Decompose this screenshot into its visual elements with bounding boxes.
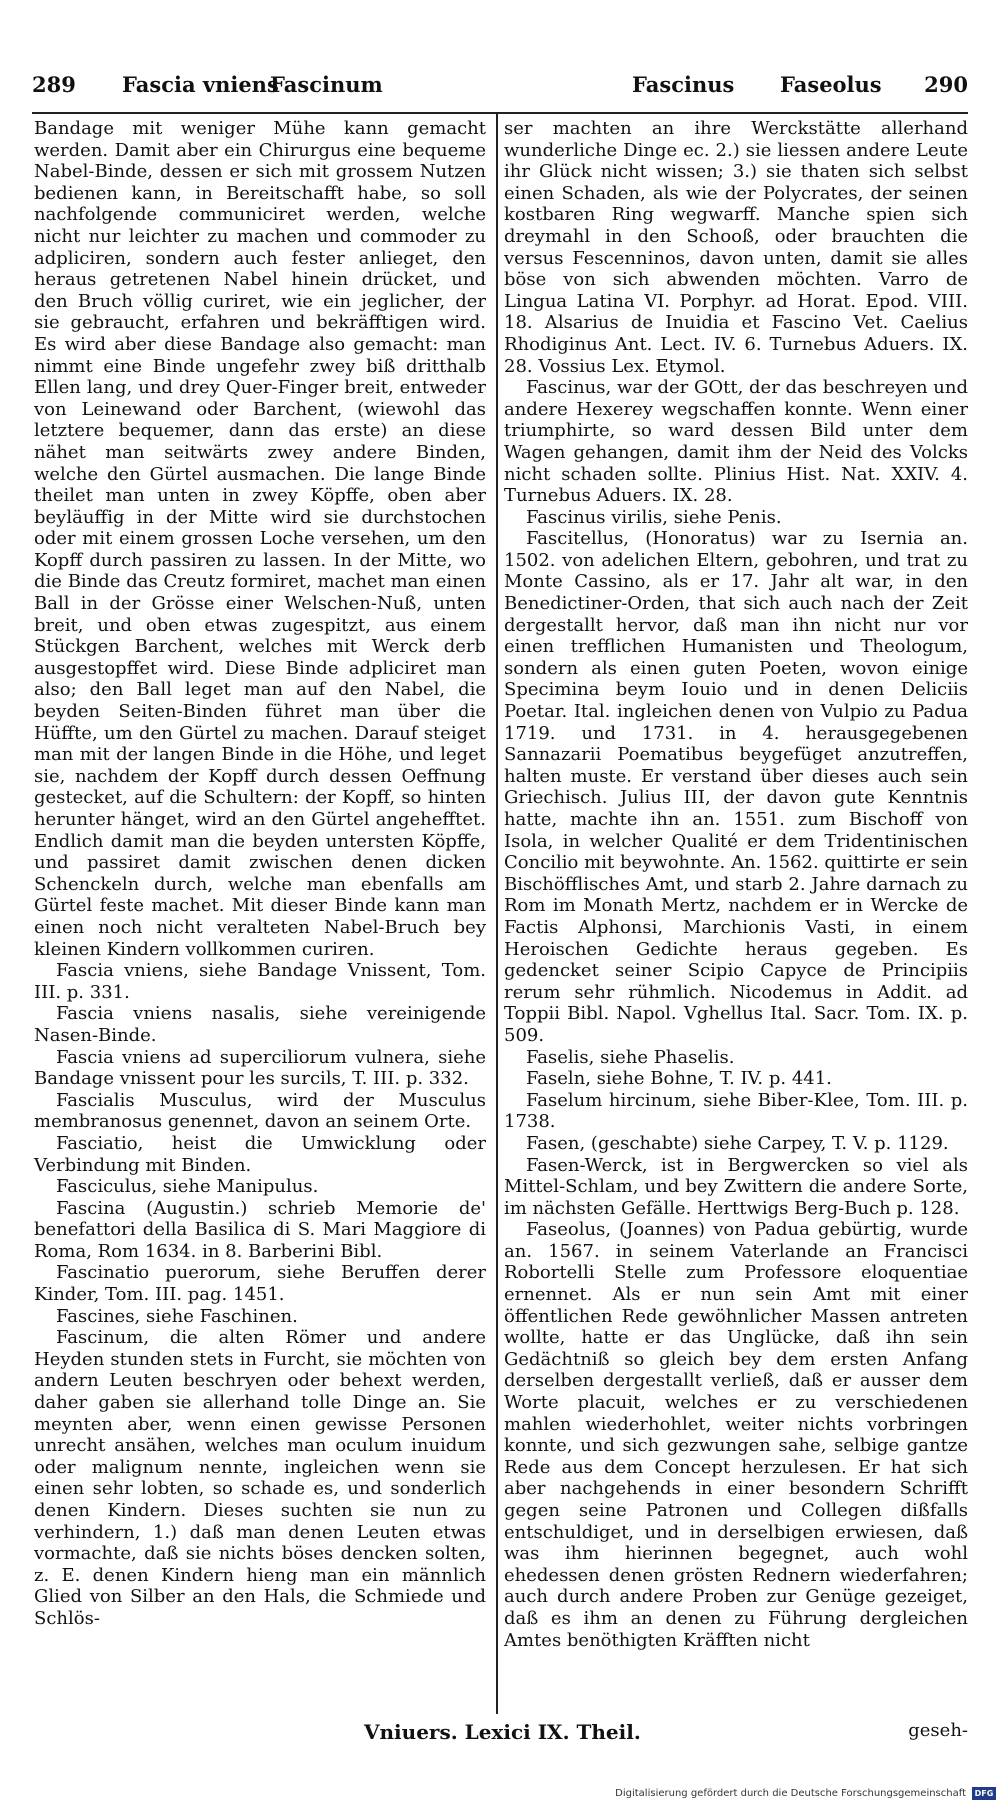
lexicon-entry: Fascia vniens nasalis, siehe vereinigende Nasen-Binde.: [34, 1003, 486, 1046]
lexicon-entry: Fascines, siehe Faschinen.: [56, 1305, 298, 1327]
text-paragraph: Bandage mit weniger Mühe kann gemacht werden. Damit aber ein Chirurgus eine bequeme Nabel-Binde, dessen er sich mit grossem Nutzen bedienen kann, in Bereitschafft habe, so soll nachfolgende communiciret werden, welche nicht nur leichter zu machen und commoder zu adpliciren, sondern auch fester anlieget, den heraus getretenen Nabel hinein drücket, und den Bruch völlig curiret, wie ein jeglicher, der sie gebraucht, erfahren und bekräfftigen wird. Es wird aber diese Bandage also gemacht: man nimmt eine Binde ungefehr zwey biß dritthalb Ellen lang, und drey Quer-Finger breit, entweder von Leinewand oder Barchent, (wiewohl das letztere bequemer, dann das erste) an diese nähet man seitwärts zwey andere Binden, welche den Gürtel ausmachen. Die lange Binde theilet man unten in zwey Köpffe, oben aber beyläuffig in der Mitte wird sie durchstochen oder mit einem grossen Loche versehen, um den Kopff durch passiren zu lassen. In der Mitte, wo die Binde das Creutz formiret, machet man einen Ball in der Grösse einer Welschen-Nuß, unten breit, und oben etwas zugespitzt, aus einem Stückgen Barchent, welches mit Werck derb ausgestopffet wird. Diese Binde adpliciret man also; den Ball leget man auf den Nabel, die beyden Seiten-Binden führet man über die Hüffte, um den Gürtel zu machen. Darauf steiget man mit der langen Binde in die Höhe, und leget sie, nachdem der Kopff durch dessen Oeffnung gestecket, auf die Schultern: der Kopff, so hinten herunter hänget, wird an den Gürtel angehefftet. Endlich damit man die beyden untersten Köpffe, und passiret damit zwischen denen dicken Schenckeln durch, welche man ebenfalls am Gürtel feste machet. Mit dieser Binde kann man einen noch nicht veralteten Nabel-Bruch bey kleinen Kindern vollkommen curiren.: [34, 118, 486, 960]
lexicon-entry: Fascinus, war der GOtt, der das beschreyen und andere Hexerey wegschaffen konnte. Wenn einer triumphirte, so ward dessen Bild unter dem Wagen gehangen, damit ihm der Neid des Volcks nicht schaden sollte. Plinius Hist. Nat. XXIV. 4. Turnebus Aduers. IX. 28.: [504, 377, 968, 507]
right-column: [504, 118, 968, 1651]
lexicon-entry: Faseln, siehe Bohne, T. IV. p. 441.: [526, 1068, 832, 1090]
catchword: geseh-: [908, 1720, 968, 1741]
lexicon-entry: Faseolus, (Joannes) von Padua gebürtig, wurde an. 1567. in seinem Vaterlande an Francisci Robortelli Stelle zum Professore eloquentiae ernennet. Als er nun sein Amt mit einer öffentlichen Rede gewöhnlicher Massen antreten wollte, hatte er das Unglücke, daß ihn sein Gedächtniß so gleich bey dem ersten Anfang derselben dergestallt verließ, daß er ausser dem Worte placuit, welches er zu verschiedenen mahlen wiederhohlet, weiter nichts vorbringen konnte, und sich gezwungen sahe, selbige gantze Rede aus dem Concept herzulesen. Er hat sich aber nachgehends in einer besondern Schrifft gegen seine Patronen und Collegen dißfalls entschuldiget, und in derselbigen erwiesen, daß was ihm hierinnen begegnet, auch wohl ehedessen denen grösten Rednern wiederfahren; auch durch andere Proben zur Genüge gezeiget, daß es ihm an denen zu Führung dergleichen Amtes benöthigten Kräfften nicht: [504, 1219, 968, 1651]
lexicon-entry: Fascinatio puerorum, siehe Beruffen derer Kinder, Tom. III. pag. 1451.: [34, 1262, 486, 1306]
header-word-left-2: Fascinum: [270, 72, 383, 97]
lexicon-entry: Fascinum, die alten Römer und andere Heyden stunden stets in Furcht, sie möchten von andern Leuten beschryen oder behext werden, daher gaben sie allerhand tolle Dinge an. Sie meynten aber, wenn einen gewisse Personen unrecht ansähen, welches man oculum inuidum oder malignum nennte, ingleichen wenn sie einen sehr lobten, so schade es, und sonderlich denen Kindern. Dieses suchten sie nun zu verhindern, 1.) daß man denen Leuten etwas vormachte, daß sie nichts böses dencken solten, z. E. denen Kindern hieng man ein männlich Glied von Silber an den Hals, die Schmiede und Schlös-: [34, 1327, 486, 1629]
text-paragraph: ser machten an ihre Werckstätte allerhand wunderliche Dinge ec. 2.) sie liessen andere Leute ihr Glück nicht wissen; 3.) sie thaten sich selbst einen Schaden, als wie der Polycrates, der seinen kostbaren Ring wegwarff. Manche spien sich dreymahl in den Schooß, oder brauchten die versus Fescenninos, davon unten, damit sie alles böse von sich abwenden möchten. Varro de Lingua Latina VI. Porphyr. ad Horat. Epod. VIII. 18. Alsarius de Inuidia et Fascino Vet. Caelius Rhodiginus Ant. Lect. IV. 6. Turnebus Aduers. IX. 28. Vossius Lex. Etymol.: [504, 118, 968, 377]
page-footer: [34, 1720, 968, 1750]
header-word-left-1: Fascia vniens: [122, 72, 279, 97]
left-column: [34, 118, 486, 1630]
lexicon-entry: Fascitellus, (Honoratus) war zu Isernia an. 1502. von adelichen Eltern, gebohren, und trat zu Monte Cassino, als er 17. Jahr alt war, in den Benedictiner-Orden, that sich auch nach der Zeit dergestallt hervor, daß man ihn nicht nur vor einen trefflichen Humanisten und Theologum, sondern als einen guten Poeten, wovon einige Specimina beym Iouio und in denen Deliciis Poetar. Ital. ingleichen denen von Vulpio zu Padua 1719. und 1731. in 4. herausgegebenen Sannazarii Poematibus beygefüget anzutreffen, halten muste. Er verstand über dieses auch sein Griechisch. Julius III, der davon gute Kenntnis hatte, machte ihn an. 1551. zum Bischoff von Isola, in welcher Qualité er dem Tridentinischen Concilio mit beywohnte. An. 1562. quittirte er sein Bischöfflisches Amt, und starb 2. Jahre darnach zu Rom im Monath Mertz, nachdem er in Wercke de Factis Alphonsi, Marchionis Vasti, in einem Heroischen Gedichte heraus gegeben. Es gedencket seiner Scipio Capyce de Principiis rerum sehr rühmlich. Nicodemus in Addit. ad Toppii Bibl. Napol. Vghellus Ital. Sacr. Tom. IX. p. 509.: [504, 528, 968, 1046]
lexicon-entry: Fascia vniens, siehe Bandage Vnissent, Tom. III. p. 331.: [34, 960, 486, 1003]
signature-mark: Vniuers. Lexici IX. Theil.: [364, 1720, 641, 1744]
digitization-credit: [615, 1783, 1000, 1803]
lexicon-entry: Fasen, (geschabte) siehe Carpey, T. V. p. 1129.: [526, 1132, 949, 1154]
header-rule: [32, 112, 968, 114]
lexicon-entry: Fasen-Werck, ist in Bergwercken so viel als Mittel-Schlam, und bey Zwittern die andere Sorte, im nächsten Gefälle. Herttwigs Berg-Buch p. 128.: [504, 1154, 968, 1219]
lexicon-entry: Faselis, siehe Phaselis.: [526, 1046, 735, 1068]
lexicon-entry: Fascialis Musculus, wird der Musculus membranosus genennet, davon an seinem Orte.: [34, 1089, 486, 1133]
running-header: [32, 72, 968, 112]
lexicon-entry: Fascia vniens ad superciliorum vulnera, siehe Bandage vnissent pour les surcils, T. III. p. 332.: [34, 1046, 486, 1090]
lexicon-entry: Fascina (Augustin.) schrieb Memorie de' benefattori della Basilica di S. Mari Maggiore di Roma, Rom 1634. in 8. Barberini Bibl.: [34, 1197, 486, 1262]
header-word-right-1: Fascinus: [632, 72, 735, 97]
lexicon-entry: Faselum hircinum, siehe Biber-Klee, Tom. III. p. 1738.: [504, 1089, 968, 1133]
lexicon-entry: Fascinus virilis, siehe Penis.: [526, 506, 782, 528]
page-number-left: 289: [32, 72, 76, 97]
dfg-credit-text: Digitalisierung gefördert durch die Deutsche Forschungsgemeinschaft: [615, 1787, 966, 1799]
column-divider: [496, 114, 498, 1714]
lexicon-entry: Fasciculus, siehe Manipulus.: [56, 1176, 319, 1198]
dfg-logo-icon: DFG: [972, 1787, 996, 1800]
header-word-right-2: Faseolus: [780, 72, 882, 97]
lexicon-entry: Fasciatio, heist die Umwicklung oder Verbindung mit Binden.: [34, 1132, 486, 1176]
page-number-right: 290: [924, 72, 968, 97]
